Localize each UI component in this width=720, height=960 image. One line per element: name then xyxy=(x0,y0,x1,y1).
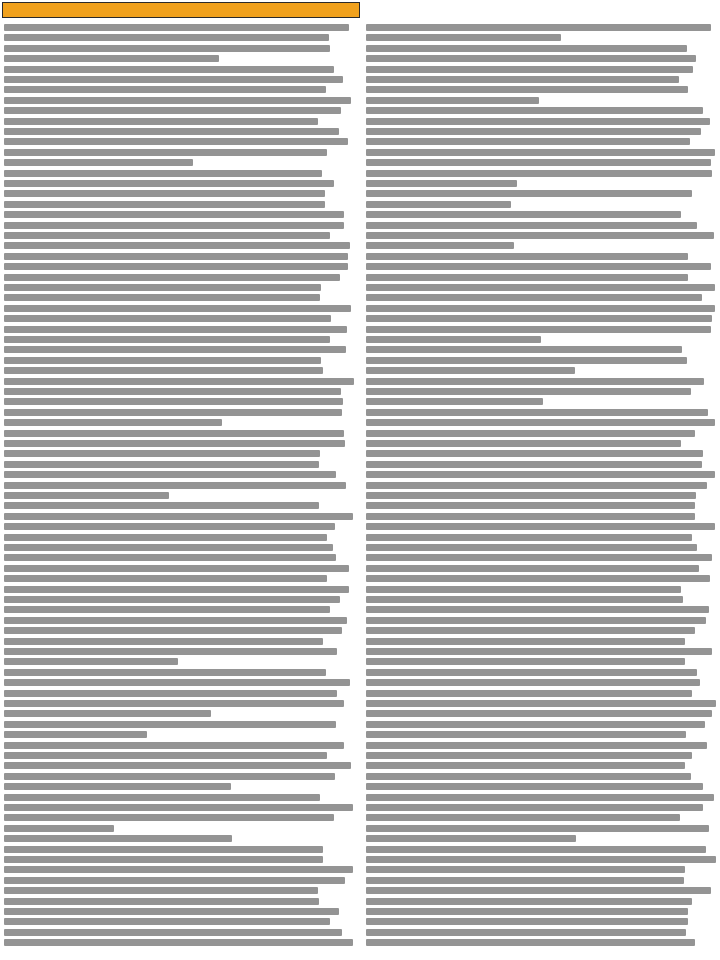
text-line-placeholder xyxy=(4,648,337,655)
text-line-placeholder xyxy=(4,263,348,270)
text-line-placeholder xyxy=(4,388,341,395)
text-line-placeholder xyxy=(4,242,350,249)
text-line-placeholder xyxy=(366,523,715,530)
text-line-placeholder xyxy=(4,86,326,93)
text-line-placeholder xyxy=(366,908,688,915)
text-line-placeholder xyxy=(366,24,711,31)
text-line-placeholder xyxy=(366,731,686,738)
text-line-placeholder xyxy=(366,357,687,364)
text-line-placeholder xyxy=(366,315,712,322)
text-line-placeholder xyxy=(366,263,711,270)
text-line-placeholder xyxy=(4,305,351,312)
text-line-placeholder xyxy=(366,721,705,728)
text-line-placeholder xyxy=(4,222,344,229)
text-line-placeholder xyxy=(4,866,353,873)
text-line-placeholder xyxy=(366,565,699,572)
text-line-placeholder xyxy=(4,918,330,925)
text-line-placeholder xyxy=(4,76,343,83)
text-line-placeholder xyxy=(4,617,347,624)
text-line-placeholder xyxy=(366,502,695,509)
text-line-placeholder xyxy=(366,138,690,145)
text-line-placeholder xyxy=(4,398,343,405)
text-line-placeholder xyxy=(366,450,703,457)
text-line-placeholder xyxy=(4,492,169,499)
text-line-placeholder xyxy=(4,638,323,645)
text-line-placeholder xyxy=(4,700,344,707)
text-line-placeholder xyxy=(4,284,321,291)
text-line-placeholder xyxy=(4,450,320,457)
text-line-placeholder xyxy=(366,513,695,520)
text-line-placeholder xyxy=(4,180,334,187)
text-line-placeholder xyxy=(366,284,715,291)
text-line-placeholder xyxy=(4,825,114,832)
text-line-placeholder xyxy=(4,721,336,728)
text-line-placeholder xyxy=(4,939,353,946)
text-line-placeholder xyxy=(366,118,710,125)
text-line-placeholder xyxy=(4,430,344,437)
text-line-placeholder xyxy=(4,794,320,801)
text-line-placeholder xyxy=(366,887,711,894)
text-line-placeholder xyxy=(4,877,345,884)
text-line-placeholder xyxy=(4,669,326,676)
text-line-placeholder xyxy=(366,627,695,634)
text-line-placeholder xyxy=(366,66,693,73)
text-line-placeholder xyxy=(366,336,541,343)
text-line-placeholder xyxy=(4,367,323,374)
text-line-placeholder xyxy=(366,929,686,936)
text-line-placeholder xyxy=(4,326,347,333)
text-line-placeholder xyxy=(366,294,702,301)
text-column-left xyxy=(4,22,354,956)
text-line-placeholder xyxy=(4,118,318,125)
text-line-placeholder xyxy=(366,86,688,93)
text-line-placeholder xyxy=(366,232,714,239)
text-line-placeholder xyxy=(366,107,703,114)
text-line-placeholder xyxy=(4,523,335,530)
text-line-placeholder xyxy=(4,762,351,769)
text-line-placeholder xyxy=(4,378,354,385)
text-line-placeholder xyxy=(366,211,681,218)
text-line-placeholder xyxy=(366,814,680,821)
text-line-placeholder xyxy=(4,128,339,135)
text-line-placeholder xyxy=(366,679,700,686)
text-line-placeholder xyxy=(366,128,701,135)
text-line-placeholder xyxy=(4,461,319,468)
text-line-placeholder xyxy=(366,877,684,884)
text-line-placeholder xyxy=(4,513,353,520)
text-line-placeholder xyxy=(4,898,319,905)
text-line-placeholder xyxy=(366,710,712,717)
text-line-placeholder xyxy=(4,294,320,301)
text-line-placeholder xyxy=(4,554,336,561)
text-line-placeholder xyxy=(366,378,704,385)
text-line-placeholder xyxy=(366,482,707,489)
text-line-placeholder xyxy=(366,55,696,62)
text-line-placeholder xyxy=(366,398,543,405)
text-line-placeholder xyxy=(4,138,348,145)
text-line-placeholder xyxy=(4,24,349,31)
text-line-placeholder xyxy=(366,222,697,229)
text-line-placeholder xyxy=(4,565,349,572)
text-line-placeholder xyxy=(4,627,342,634)
text-line-placeholder xyxy=(366,45,687,52)
text-line-placeholder xyxy=(4,502,319,509)
text-line-placeholder xyxy=(366,534,692,541)
text-line-placeholder xyxy=(4,783,231,790)
text-line-placeholder xyxy=(366,669,697,676)
text-line-placeholder xyxy=(366,658,685,665)
text-line-placeholder xyxy=(366,430,695,437)
text-line-placeholder xyxy=(366,242,514,249)
text-line-placeholder xyxy=(4,149,327,156)
text-column-right xyxy=(366,22,716,956)
text-line-placeholder xyxy=(4,773,335,780)
text-line-placeholder xyxy=(366,346,682,353)
text-line-placeholder xyxy=(366,471,715,478)
text-line-placeholder xyxy=(366,440,681,447)
text-line-placeholder xyxy=(4,856,323,863)
text-line-placeholder xyxy=(366,492,696,499)
text-line-placeholder xyxy=(4,409,342,416)
text-line-placeholder xyxy=(366,253,688,260)
text-line-placeholder xyxy=(4,482,346,489)
text-line-placeholder xyxy=(366,575,710,582)
text-line-placeholder xyxy=(366,773,691,780)
text-line-placeholder xyxy=(366,586,681,593)
text-line-placeholder xyxy=(366,149,715,156)
text-line-placeholder xyxy=(4,606,330,613)
text-line-placeholder xyxy=(366,794,714,801)
text-line-placeholder xyxy=(4,107,341,114)
text-line-placeholder xyxy=(4,814,334,821)
text-line-placeholder xyxy=(366,742,707,749)
text-line-placeholder xyxy=(4,929,342,936)
text-line-placeholder xyxy=(4,679,350,686)
text-line-placeholder xyxy=(366,783,703,790)
text-line-placeholder xyxy=(366,856,716,863)
text-line-placeholder xyxy=(366,825,709,832)
text-line-placeholder xyxy=(366,596,683,603)
text-line-placeholder xyxy=(366,804,703,811)
text-line-placeholder xyxy=(366,274,688,281)
text-line-placeholder xyxy=(366,461,702,468)
text-line-placeholder xyxy=(4,440,345,447)
text-line-placeholder xyxy=(4,596,340,603)
text-line-placeholder xyxy=(4,190,325,197)
text-line-placeholder xyxy=(4,710,211,717)
text-line-placeholder xyxy=(4,201,325,208)
text-line-placeholder xyxy=(366,544,697,551)
text-line-placeholder xyxy=(366,617,706,624)
text-line-placeholder xyxy=(366,866,685,873)
text-line-placeholder xyxy=(4,34,329,41)
text-line-placeholder xyxy=(366,638,685,645)
text-line-placeholder xyxy=(4,471,336,478)
text-line-placeholder xyxy=(4,742,344,749)
text-line-placeholder xyxy=(366,180,517,187)
text-line-placeholder xyxy=(366,835,576,842)
text-line-placeholder xyxy=(366,419,715,426)
text-line-placeholder xyxy=(366,846,706,853)
text-line-placeholder xyxy=(4,835,232,842)
text-line-placeholder xyxy=(4,97,351,104)
text-line-placeholder xyxy=(4,211,344,218)
text-line-placeholder xyxy=(4,731,147,738)
text-line-placeholder xyxy=(4,170,322,177)
text-line-placeholder xyxy=(4,575,327,582)
text-line-placeholder xyxy=(366,367,575,374)
text-line-placeholder xyxy=(4,232,330,239)
text-line-placeholder xyxy=(4,159,193,166)
text-line-placeholder xyxy=(4,544,333,551)
text-line-placeholder xyxy=(366,76,679,83)
running-header xyxy=(2,2,360,18)
text-line-placeholder xyxy=(4,690,337,697)
text-line-placeholder xyxy=(366,159,711,166)
text-line-placeholder xyxy=(366,97,539,104)
text-line-placeholder xyxy=(366,305,715,312)
text-line-placeholder xyxy=(4,357,321,364)
text-line-placeholder xyxy=(366,409,708,416)
text-line-placeholder xyxy=(366,700,716,707)
text-line-placeholder xyxy=(4,45,330,52)
text-line-placeholder xyxy=(4,752,327,759)
text-line-placeholder xyxy=(366,388,691,395)
text-line-placeholder xyxy=(366,326,711,333)
text-line-placeholder xyxy=(4,887,318,894)
text-line-placeholder xyxy=(366,34,561,41)
text-line-placeholder xyxy=(366,918,688,925)
text-line-placeholder xyxy=(4,658,178,665)
text-line-placeholder xyxy=(4,586,349,593)
text-line-placeholder xyxy=(4,55,219,62)
text-line-placeholder xyxy=(4,315,331,322)
text-line-placeholder xyxy=(366,690,692,697)
text-line-placeholder xyxy=(4,336,330,343)
text-line-placeholder xyxy=(366,762,685,769)
text-line-placeholder xyxy=(4,419,222,426)
text-line-placeholder xyxy=(366,554,712,561)
text-line-placeholder xyxy=(4,846,323,853)
text-line-placeholder xyxy=(366,752,692,759)
text-line-placeholder xyxy=(366,939,695,946)
text-line-placeholder xyxy=(4,274,340,281)
text-line-placeholder xyxy=(366,648,712,655)
text-line-placeholder xyxy=(366,170,712,177)
text-line-placeholder xyxy=(366,190,692,197)
text-line-placeholder xyxy=(4,804,353,811)
text-line-placeholder xyxy=(4,346,346,353)
text-line-placeholder xyxy=(366,898,692,905)
text-line-placeholder xyxy=(366,201,511,208)
text-line-placeholder xyxy=(4,534,327,541)
text-line-placeholder xyxy=(4,66,334,73)
text-line-placeholder xyxy=(4,253,348,260)
text-line-placeholder xyxy=(366,606,709,613)
text-line-placeholder xyxy=(4,908,339,915)
